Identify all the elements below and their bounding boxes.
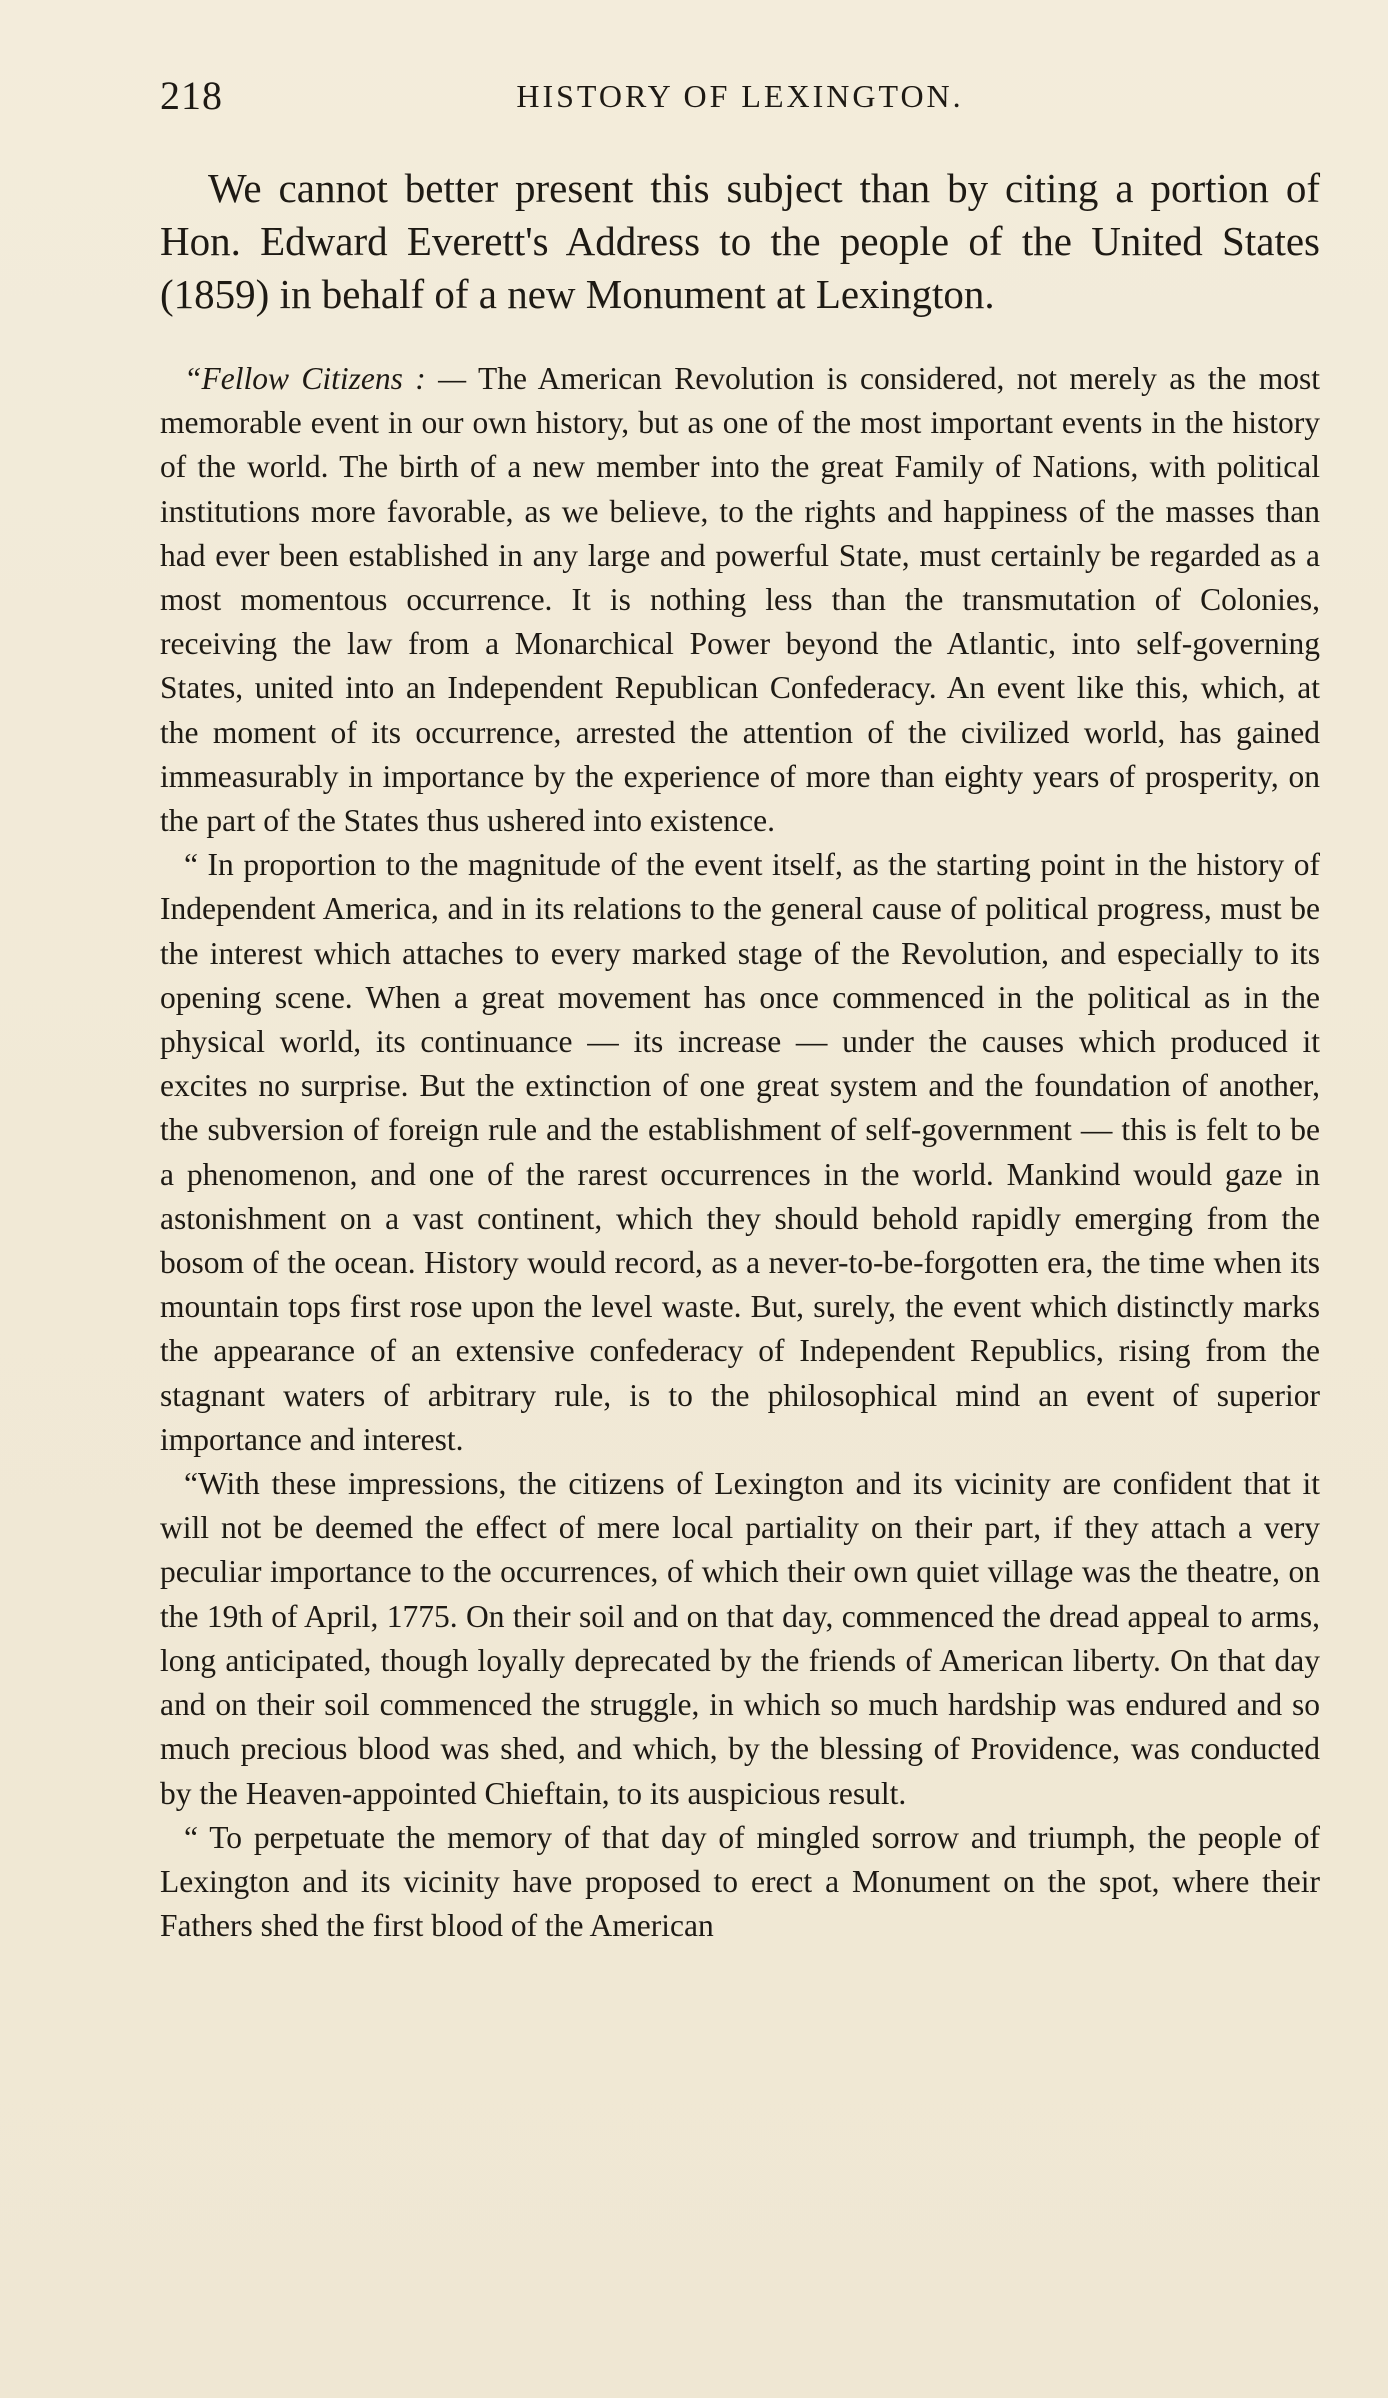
page-number: 218 [160,73,223,118]
address-quotation [160,357,1320,1948]
address-salutation: “Fellow Citizens : — [184,361,467,396]
quote-paragraph-2: “ In proportion to the magnitude of the event itself, as the starting point in the history of Independent America, and in its relations to the general cause of political progress, must be the interest which attaches to every marked stage of the Revolution, and especially to its opening scene. When a great movement has once commenced in the political as in the physical world, its continuance — its increase — under the causes which produced it excites no surprise. But the extinction of one great system and the foundation of another, the subversion of foreign rule and the establishment of self-government — this is felt to be a phenomenon, and one of the rarest occurrences in the world. Mankind would gaze in astonishment on a vast continent, which they should behold rapidly emerging from the bosom of the ocean. History would record, as a never-to-be-forgotten era, the time when its mountain tops first rose upon the level waste. But, surely, the event which distinctly marks the appearance of an extensive confederacy of Independent Republics, rising from the stagnant waters of arbitrary rule, is to the philosophical mind an event of superior importance and interest. [160,847,1320,1457]
quote-paragraph-4: “ To perpetuate the memory of that day of mingled sorrow and triumph, the people of Lexington and its vicinity have proposed to erect a Monument on the spot, where their Fathers shed the first blood of the American [160,1819,1320,1944]
intro-paragraph: We cannot better present this subject than by citing a portion of Hon. Edward Everett's Address to the people of the United States (1859) in behalf of a new Monument at Lexington. [160,165,1320,317]
page-header [160,72,1320,126]
quote-paragraph-1-text: The American Revolution is considered, not merely as the most memorable event in our own history, but as one of the most important events in the history of the world. The birth of a new member into the great Family of Nations, with political institutions more favorable, as we believe, to the rights and happiness of the masses than had ever been established in any large and powerful State, must certainly be regarded as a most momentous occurrence. It is nothing less than the transmutation of Colonies, receiving the law from a Monarchical Power beyond the Atlantic, into self-governing States, united into an Independent Republican Confederacy. An event like this, which, at the moment of its occurrence, arrested the attention of the civilized world, has gained immeasurably in importance by the experience of more than eighty years of prosperity, on the part of the States thus ushered into existence. [160,361,1320,839]
page-body [160,162,1320,1948]
running-title: HISTORY OF LEXINGTON. [516,78,964,114]
quote-paragraph-3: “With these impressions, the citizens of Lexington and its vicinity are confident that it will not be deemed the effect of mere local partiality on their part, if they attach a very peculiar importance to the occurrences, of which their own quiet village was the theatre, on the 19th of April, 1775. On their soil and on that day, commenced the dread appeal to arms, long anticipated, though loyally deprecated by the friends of American liberty. On that day and on their soil commenced the struggle, in which so much hardship was endured and so much precious blood was shed, and which, by the blessing of Providence, was conducted by the Heaven-appointed Chieftain, to its auspicious result. [160,1466,1320,1811]
quote-paragraph-1 [160,357,1320,843]
